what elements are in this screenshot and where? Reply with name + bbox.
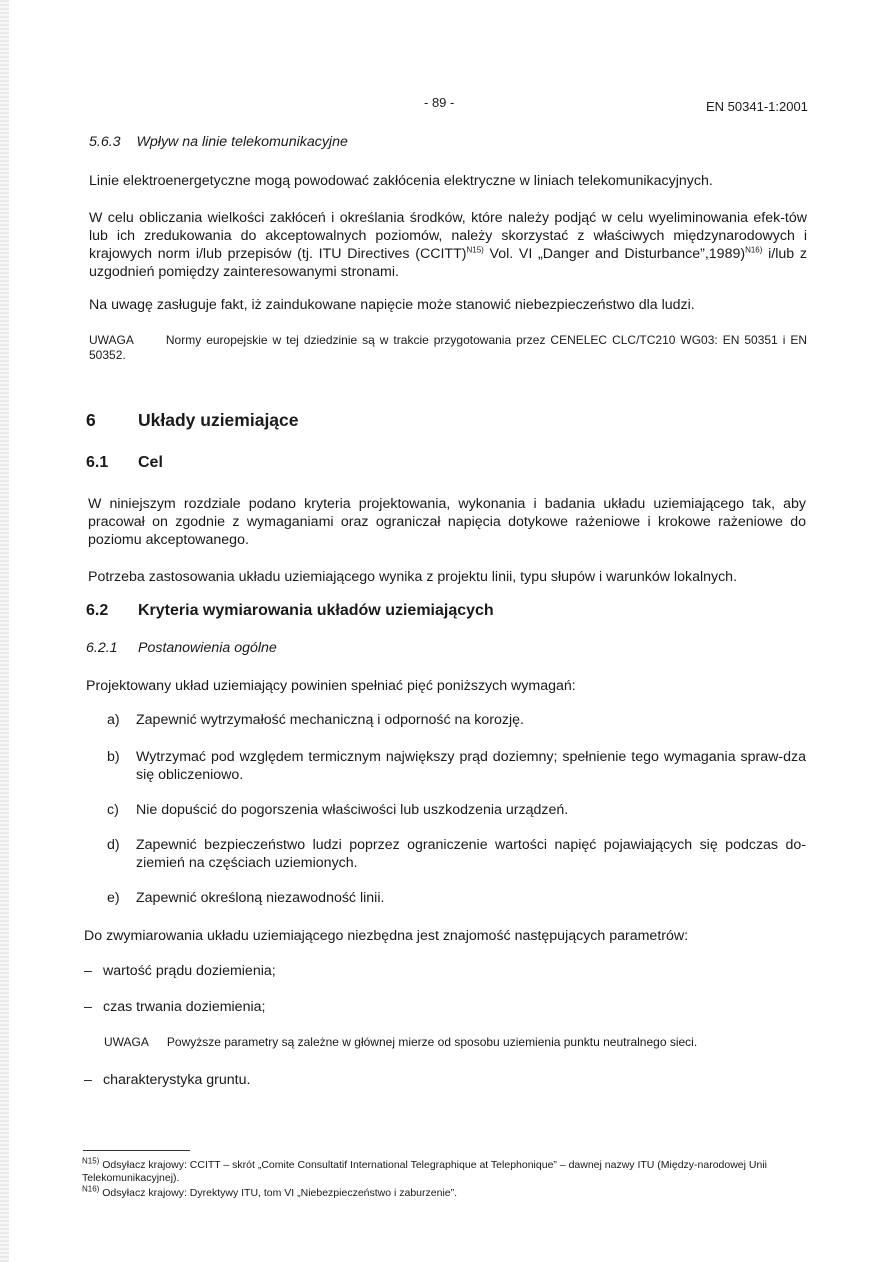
section-6-2-1-heading	[86, 639, 277, 657]
list-item: wartość prądu doziemienia;	[103, 963, 276, 979]
paragraph: Linie elektroenergetyczne mogą powodować zakłócenia elektryczne w liniach telekomunikacyjnych.	[89, 173, 713, 189]
list-item: czas trwania doziemienia;	[103, 999, 266, 1015]
dash-bullet: –	[84, 1072, 92, 1088]
footnote-mark: N16)	[82, 1184, 100, 1194]
paragraph: Do zwymiarowania układu uziemiającego niezbędna jest znajomość następujących parametrów:	[84, 928, 689, 944]
dash-bullet: –	[84, 999, 92, 1015]
paragraph: Projektowany układ uziemiający powinien spełniać pięć poniższych wymagań:	[86, 678, 576, 694]
section-title: Kryteria wymiarowania układów uziemiających	[138, 602, 494, 619]
section-title: Cel	[138, 454, 163, 471]
section-6-1-heading	[86, 454, 163, 472]
scan-edge	[0, 0, 9, 1262]
list-item: Zapewnić określoną niezawodność linii.	[136, 890, 385, 906]
footnote-separator	[83, 1150, 190, 1151]
list-item: Zapewnić wytrzymałość mechaniczną i odporność na korozję.	[136, 712, 524, 728]
note	[89, 333, 807, 363]
note	[104, 1035, 804, 1050]
list-item-label: e)	[107, 890, 120, 906]
list-item-label: a)	[107, 712, 120, 728]
paragraph: W celu obliczania wielkości zakłóceń i określania środków, które należy podjąć w celu wyeliminowania efek-tów lub ich zredukowania do akceptowalnych poziomów, należy skorzystać z właściwych międzynarodowych i krajowych norm i/lub przepisów (tj. ITU Directives (CCITT)$^{N15)}$ Vol. VI „Danger and Disturbance”,1989)$^{N16)}$ i/lub z uzgodnień pomiędzy zainteresowanymi stronami.	[89, 210, 807, 280]
footnote	[82, 1156, 808, 1185]
section-5-6-3-heading	[89, 133, 348, 151]
page-number: - 89 -	[424, 95, 455, 110]
list-item-label: c)	[107, 802, 119, 818]
list-item: Nie dopuścić do pogorszenia właściwości lub uszkodzenia urządzeń.	[136, 802, 569, 818]
section-number: 6.2	[86, 602, 109, 619]
section-6-2-heading	[86, 602, 494, 620]
note-text: Powyższe parametry są zależne w głównej mierze od sposobu uziemienia punktu neutralnego sieci.	[166, 1035, 698, 1049]
section-title: Postanowienia ogólne	[138, 640, 277, 656]
paragraph: W niniejszym rozdziale podano kryteria projektowania, wykonania i badania układu uziemiającego tak, aby pracował on zgodnie z wymaganiami oraz ograniczał napięcia dotykowe rażeniowe i krokowe rażeniowe do poziomu akceptowanego.	[88, 496, 806, 548]
list-item: Zapewnić bezpieczeństwo ludzi poprzez ograniczenie wartości napięć pojawiających się podczas do-ziemień na częściach uziemionych.	[136, 837, 806, 871]
footnote-text: Odsyłacz krajowy: CCITT – skrót „Comite Consultatif International Telegraphique at Telephonique” – dawnej nazwy ITU (Między-narodowej Unii Telekomunikacyjnej).	[82, 1159, 767, 1184]
section-title: Układy uziemiające	[138, 410, 299, 430]
list-item: Wytrzymać pod względem termicznym największy prąd doziemny; spełnienie tego wymagania spraw-dza się obliczeniowo.	[136, 749, 806, 783]
note-text: Normy europejskie w tej dziedzinie są w trakcie przygotowania przez CENELEC CLC/TC210 WG03: EN 50351 i EN 50352.	[89, 333, 807, 362]
footnote-mark: N15)	[82, 1156, 100, 1166]
footnote-ref: N16)	[745, 245, 763, 255]
list-item: charakterystyka gruntu.	[103, 1072, 251, 1088]
paragraph: Potrzeba zastosowania układu uziemiającego wynika z projektu linii, typu słupów i warunków lokalnych.	[88, 569, 738, 585]
paragraph: Na uwagę zasługuje fakt, iż zaindukowane napięcie może stanowić niebezpieczeństwo dla ludzi.	[89, 297, 695, 313]
list-item-label: b)	[107, 749, 120, 765]
footnote	[82, 1184, 808, 1200]
dash-bullet: –	[84, 963, 92, 979]
section-number: 6.2.1	[86, 640, 118, 656]
note-label: UWAGA	[104, 1035, 149, 1049]
section-6-heading	[86, 410, 299, 431]
list-item-label: d)	[107, 837, 120, 853]
section-number: 5.6.3	[89, 134, 121, 150]
section-title: Wpływ na linie telekomunikacyjne	[136, 134, 348, 150]
footnote-text: Odsyłacz krajowy: Dyrektywy ITU, tom VI „Niebezpieczeństwo i zaburzenie”.	[99, 1187, 458, 1199]
standard-id: EN 50341-1:2001	[706, 99, 808, 114]
note-label: UWAGA	[89, 333, 134, 347]
section-number: 6	[86, 410, 96, 430]
section-number: 6.1	[86, 454, 109, 471]
footnote-ref: N15)	[466, 245, 484, 255]
